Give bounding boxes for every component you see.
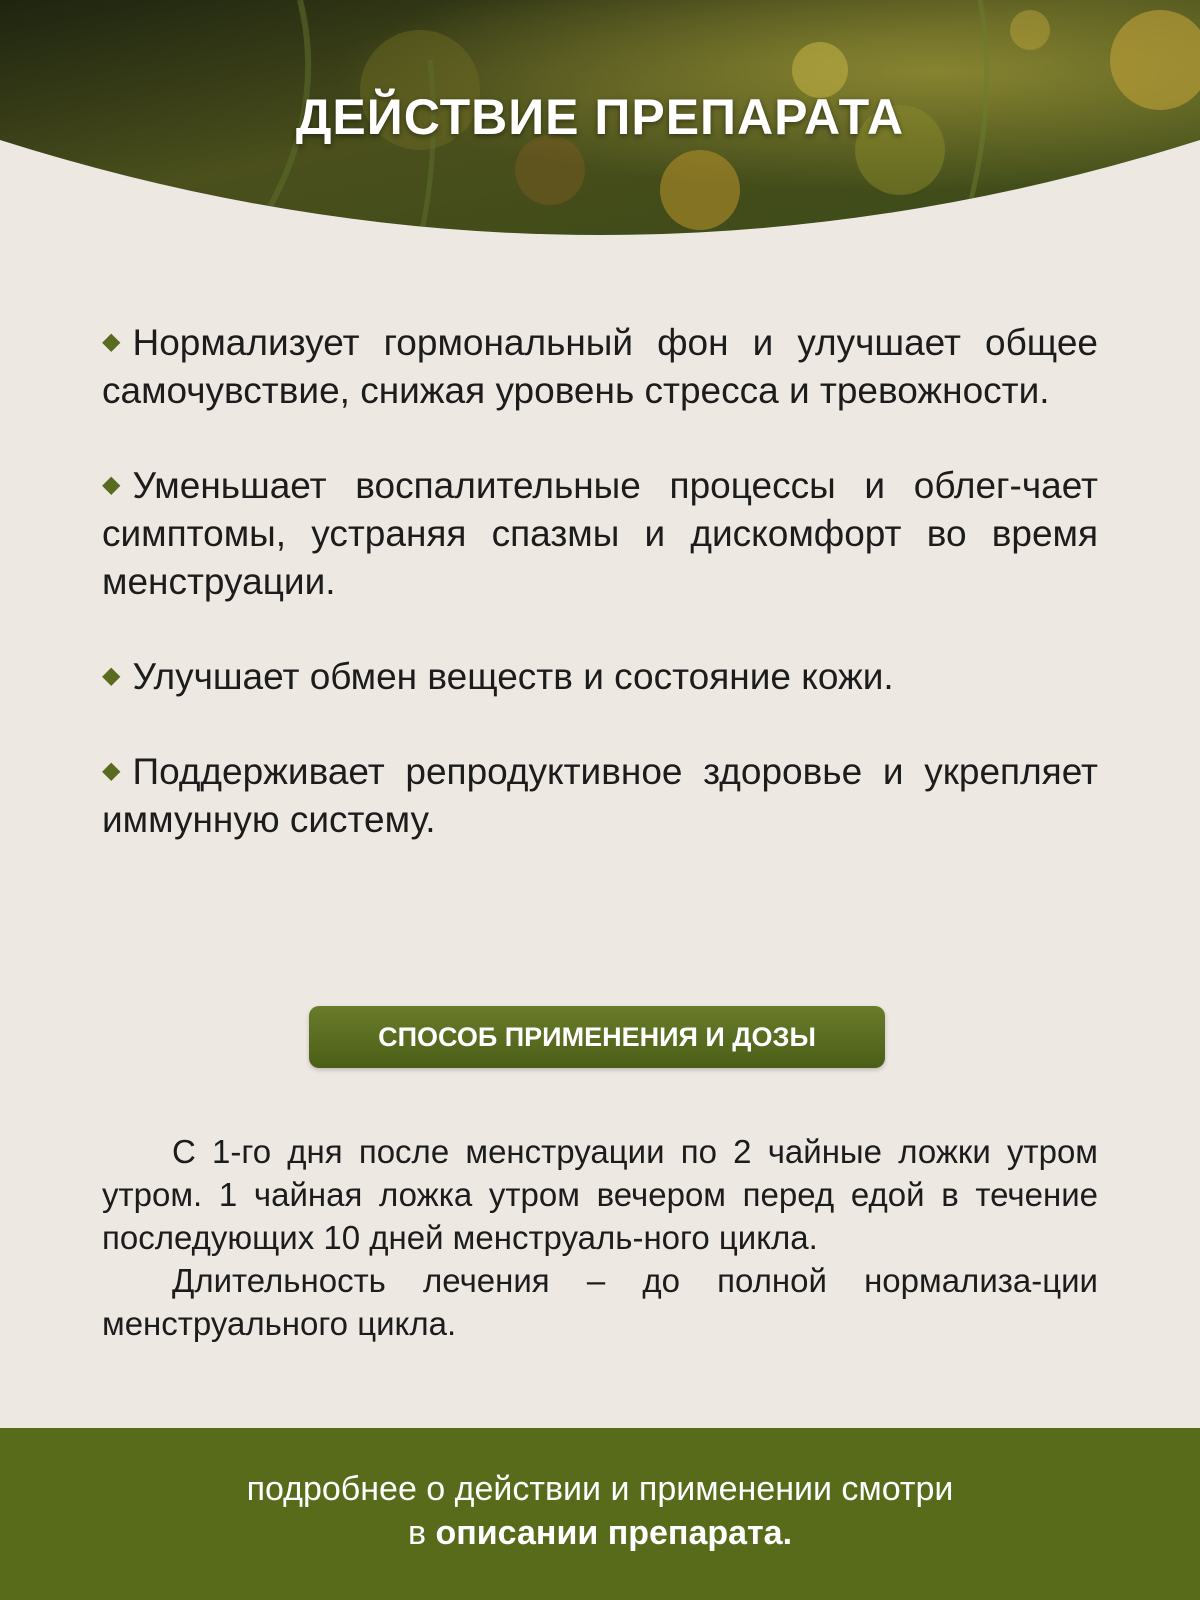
list-item [102,747,1098,844]
diamond-bullet-icon: ◆ [102,757,121,784]
dosage-text [102,1130,1098,1345]
dosage-paragraph: С 1-го дня после менструации по 2 чайные ложки утром утром. 1 чайная ложка утром вечером перед едой в течение последующих 10 дней менструаль-ного цикла. [102,1133,1098,1256]
footer-line: подробнее о действии и применении смотри [246,1470,954,1508]
diamond-bullet-icon: ◆ [102,328,121,355]
page-title: ДЕЙСТВИЕ ПРЕПАРАТА [295,89,905,145]
list-item [102,652,1098,701]
footer-prefix: в [407,1514,436,1552]
benefit-text: Нормализует гормональный фон и улучшает общее самочувствие, снижая уровень стресса и тревожности. [102,322,1098,411]
benefit-text: Улучшает обмен веществ и состояние кожи. [132,656,894,697]
footer-link-text: описании препарата. [435,1514,793,1552]
footer-line [0,1511,1200,1555]
benefits-list [102,318,1098,890]
diamond-bullet-icon: ◆ [102,471,121,498]
hero-header [0,0,1200,240]
usage-heading-badge: СПОСОБ ПРИМЕНЕНИЯ И ДОЗЫ [309,1006,885,1068]
benefit-text: Уменьшает воспалительные процессы и облег-чает симптомы, устраняя спазмы и дискомфорт во время менструации. [102,465,1098,602]
diamond-bullet-icon: ◆ [102,662,121,689]
list-item [102,318,1098,415]
benefit-text: Поддерживает репродуктивное здоровье и укрепляет иммунную систему. [102,751,1098,840]
footer-banner [0,1428,1200,1600]
list-item [102,461,1098,606]
dosage-paragraph: Длительность лечения – до полной нормализа-ции менструального цикла. [102,1262,1098,1342]
